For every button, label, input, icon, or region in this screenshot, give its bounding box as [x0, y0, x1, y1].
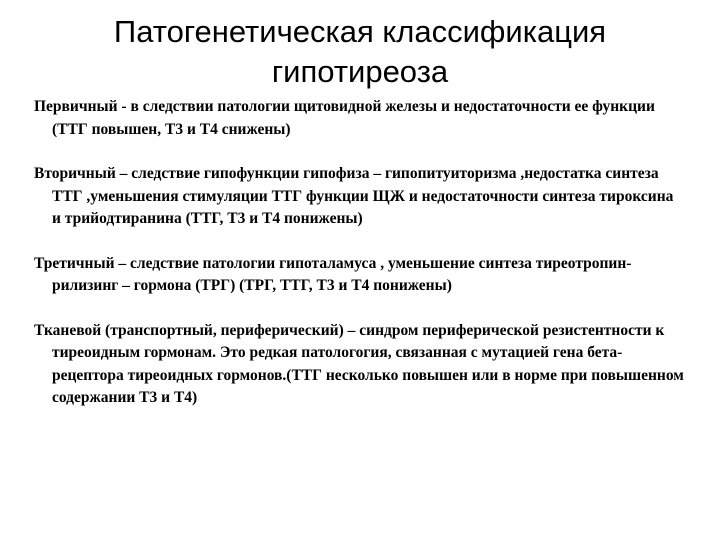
paragraph-primary: Первичный - в следствии патологии щитовидной железы и недостаточности ее функции (ТТГ повышен, Т3 и Т4 снижены) — [34, 98, 655, 138]
paragraph-tertiary: Третичный – следствие патологии гипоталамуса , уменьшение синтеза тиреотропин- рилизинг – гормона (ТРГ) (ТРГ, ТТГ, Т3 и Т4 понижены) — [34, 254, 632, 294]
slide-title — [60, 12, 660, 92]
slide-title-line-1: Патогенетическая классификация — [113, 14, 607, 49]
slide-body — [34, 96, 686, 432]
paragraph-tissue: Тканевой (транспортный, периферический) – синдром периферической резистентности к тиреоидным гормонам. Это редкая патологогия, связанная с мутацией гена бета-рецептора тиреоидных гормонов.(ТТГ несколько повышен или в норме при повышенном содержании Т3 и Т4) — [34, 321, 684, 406]
slide-title-line-2: гипотиреоза — [271, 54, 449, 89]
paragraph-secondary: Вторичный – следствие гипофункции гипофиза – гипопитуиторизма ,недостатка синтеза ТТГ ,уменьшения стимуляции ТТГ функции ЩЖ и недостаточности синтеза тироксина и трийодтиранина (ТТГ, Т3 и Т4 понижены) — [34, 165, 674, 227]
